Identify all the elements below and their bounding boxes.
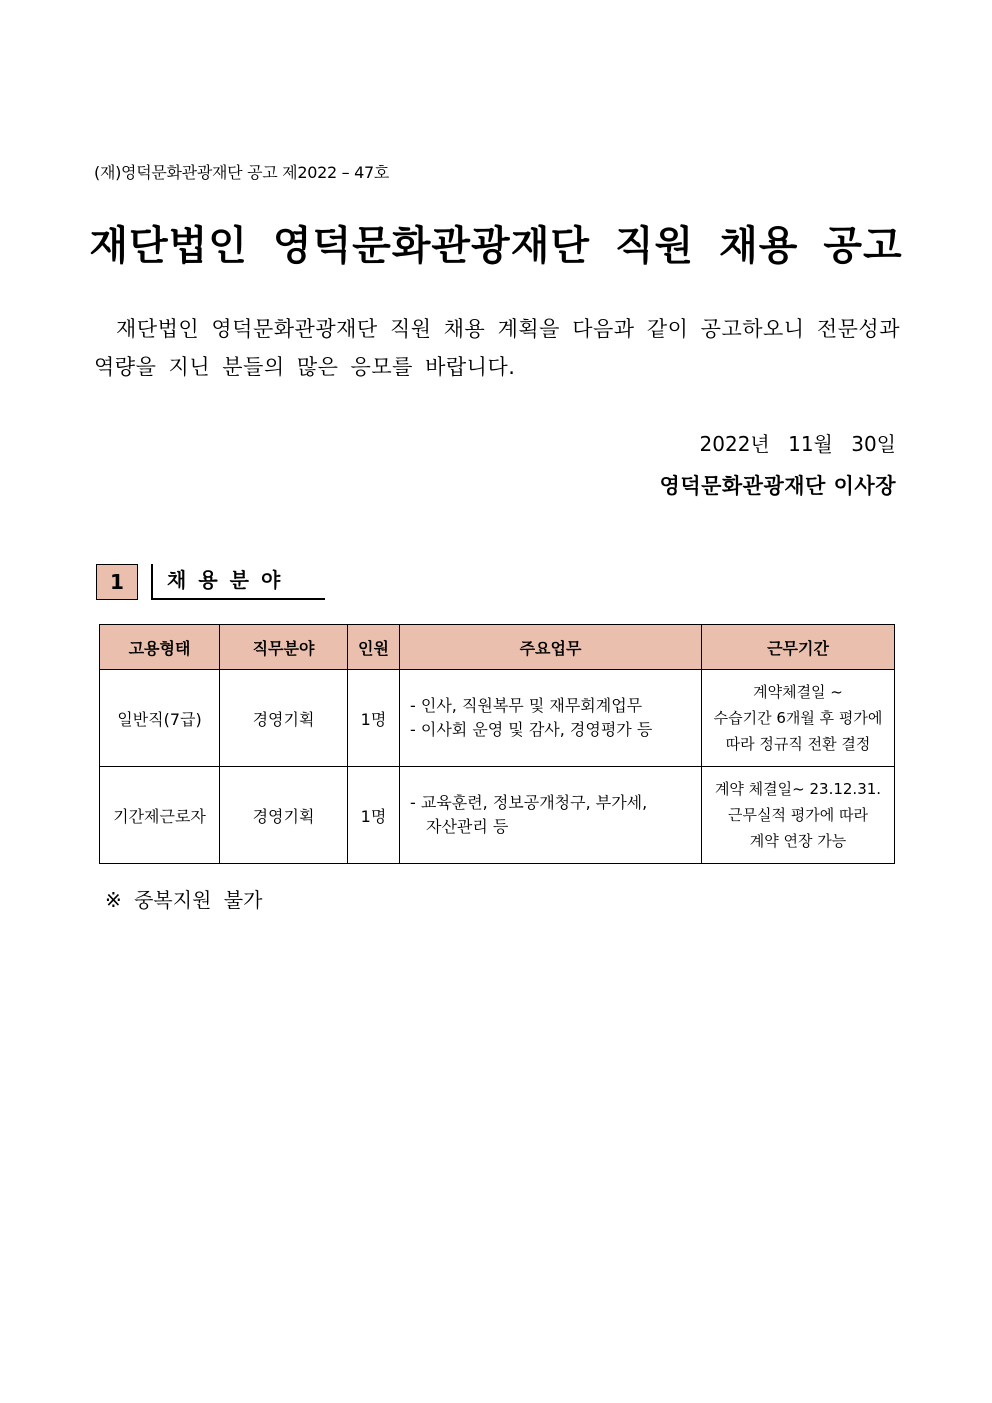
cell-employment-type: 기간제근로자 — [100, 767, 220, 864]
header-work-period: 근무기간 — [702, 625, 895, 670]
duty-line: 자산관리 등 — [426, 817, 509, 836]
cell-headcount: 1명 — [348, 670, 400, 767]
period-line: 근무실적 평가에 따라 — [728, 806, 868, 824]
header-job-field: 직무분야 — [220, 625, 348, 670]
period-line: 계약 연장 가능 — [749, 832, 847, 850]
section-number-badge: 1 — [96, 564, 138, 600]
table-row — [100, 670, 895, 767]
cell-job-field: 경영기획 — [220, 670, 348, 767]
table-header-row — [100, 625, 895, 670]
section-title: 채용분야 — [151, 564, 325, 600]
notice-date: 2022년 11월 30일 — [699, 432, 896, 456]
duty-line: - 이사회 운영 및 감사, 경영평가 등 — [410, 720, 653, 739]
header-headcount: 인원 — [348, 625, 400, 670]
footnote: ※ 중복지원 불가 — [105, 888, 263, 912]
notice-number: (재)영덕문화관광재단 공고 제2022 – 47호 — [94, 163, 390, 182]
period-line: 따라 정규직 전환 결정 — [725, 735, 871, 753]
cell-main-duties — [400, 767, 702, 864]
table-row — [100, 767, 895, 864]
header-employment-type: 고용형태 — [100, 625, 220, 670]
intro-paragraph: 재단법인 영덕문화관광재단 직원 채용 계획을 다음과 같이 공고하오니 전문성과 역량을 지닌 분들의 많은 응모를 바랍니다. — [94, 317, 900, 379]
cell-main-duties — [400, 670, 702, 767]
cell-job-field: 경영기획 — [220, 767, 348, 864]
signer: 영덕문화관광재단 이사장 — [659, 474, 896, 498]
cell-work-period — [702, 767, 895, 864]
cell-work-period — [702, 670, 895, 767]
cell-employment-type: 일반직(7급) — [100, 670, 220, 767]
duty-line: - 교육훈련, 정보공개청구, 부가세, — [410, 793, 648, 812]
page-title: 재단법인 영덕문화관광재단 직원 채용 공고 — [89, 223, 903, 269]
period-line: 수습기간 6개월 후 평가에 — [713, 709, 883, 727]
recruitment-table — [99, 624, 895, 864]
period-line: 계약체결일 ~ — [753, 683, 843, 701]
period-line: 계약 체결일~ 23.12.31. — [714, 780, 882, 798]
header-main-duties: 주요업무 — [400, 625, 702, 670]
cell-headcount: 1명 — [348, 767, 400, 864]
duty-line: - 인사, 직원복무 및 재무회계업무 — [410, 696, 643, 715]
